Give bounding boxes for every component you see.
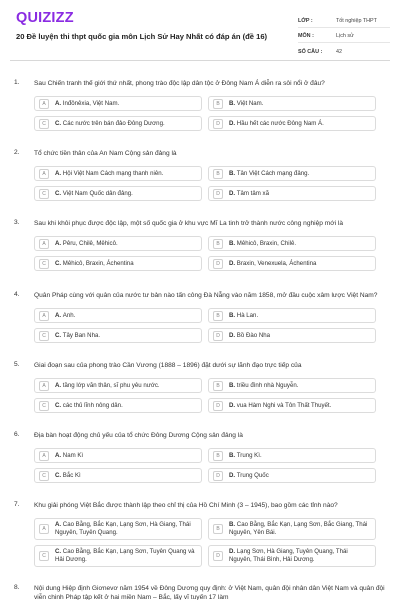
page-title: 20 Đề luyện thi thpt quốc gia môn Lịch Sử Hay Nhất có đáp án (đề 16) — [16, 32, 268, 41]
option-letter-badge: C — [39, 119, 49, 129]
answer-option-d[interactable] — [208, 328, 376, 343]
question-item — [0, 219, 400, 271]
option-letter-badge: D — [213, 331, 223, 341]
option-letter-badge: D — [213, 401, 223, 411]
answer-option-a[interactable] — [34, 448, 202, 463]
meta-label: MÔN : — [298, 33, 314, 39]
answer-option-a[interactable] — [34, 166, 202, 181]
option-letter-prefix: C — [55, 189, 60, 197]
option-letter-dot: . — [59, 239, 63, 247]
option-grid — [34, 96, 386, 131]
option-text — [55, 260, 134, 268]
option-letter-dot: . — [59, 259, 63, 267]
option-letter-dot: . — [233, 119, 237, 127]
option-text — [55, 472, 81, 480]
meta-table — [298, 13, 390, 58]
option-body: Braxin, Venexuela, Áchentina — [236, 259, 317, 267]
option-letter-dot: . — [233, 381, 237, 389]
option-letter-prefix: D — [229, 119, 234, 127]
question-text: Sau Chiến tranh thế giới thứ nhất, phong trào độc lập dân tộc ở Đông Nam Á diễn ra sôi nổi ở đâu? — [34, 80, 325, 87]
option-text — [229, 332, 270, 340]
answer-option-c[interactable] — [34, 468, 202, 483]
option-letter-dot: . — [59, 471, 63, 479]
option-text — [229, 260, 316, 268]
option-grid — [34, 378, 386, 413]
option-letter-prefix: A — [55, 451, 60, 459]
option-letter-prefix: B — [229, 169, 234, 177]
option-body: Anh. — [62, 311, 76, 319]
option-grid — [34, 308, 386, 343]
option-body: Hội Việt Nam Cách mạng thanh niên. — [62, 169, 164, 177]
option-letter-prefix: C — [55, 259, 60, 267]
question-number: 3. — [14, 219, 20, 226]
option-body: Nam Kì — [62, 451, 84, 459]
option-grid — [34, 236, 386, 271]
option-body: Cao Bằng, Bắc Kạn, Lạng Sơn, Bắc Giang, Thái Nguyên, Yên Bái. — [229, 521, 368, 536]
answer-option-c[interactable] — [34, 116, 202, 131]
option-grid — [34, 518, 386, 567]
question-text: Tổ chức tiền thân của An Nam Cộng sản đảng là — [34, 150, 177, 157]
option-letter-badge: A — [39, 99, 49, 109]
answer-option-b[interactable] — [208, 236, 376, 251]
option-letter-dot: . — [59, 189, 63, 197]
question-item — [0, 361, 400, 413]
option-letter-prefix: A — [55, 311, 60, 319]
option-body: Bắc Kì — [62, 471, 81, 479]
option-text — [229, 521, 371, 537]
option-letter-prefix: C — [55, 401, 60, 409]
question-item — [0, 79, 400, 131]
option-letter-dot: . — [59, 331, 63, 339]
option-letter-prefix: B — [229, 239, 234, 247]
answer-option-d[interactable] — [208, 116, 376, 131]
option-letter-badge: B — [213, 381, 223, 391]
option-letter-badge: A — [39, 524, 49, 534]
option-letter-badge: C — [39, 189, 49, 199]
option-letter-badge: D — [213, 551, 223, 561]
option-text — [229, 170, 309, 178]
option-letter-dot: . — [233, 239, 237, 247]
option-letter-badge: D — [213, 259, 223, 269]
option-letter-badge: A — [39, 381, 49, 391]
question-text: Giai đoạn sau của phong trào Cần Vương (1888 – 1896) đặt dưới sự lãnh đạo trực tiếp của — [34, 362, 302, 369]
option-letter-prefix: C — [55, 471, 60, 479]
answer-option-c[interactable] — [34, 328, 202, 343]
option-text — [55, 452, 83, 460]
option-body: Cao Bằng, Bắc Kạn, Lạng Sơn, Tuyên Quang và Hải Dương. — [55, 548, 195, 563]
answer-option-b[interactable] — [208, 378, 376, 393]
question-number: 8. — [14, 584, 20, 591]
option-text — [229, 402, 331, 410]
question-text: Sau khi khôi phục được độc lập, một số quốc gia ở khu vực Mĩ La tinh trở thành nước công nghiệp mới là — [34, 220, 344, 227]
option-text — [55, 312, 75, 320]
option-letter-dot: . — [233, 451, 237, 459]
header — [0, 0, 400, 62]
option-letter-badge: B — [213, 524, 223, 534]
option-body: các thủ lĩnh nông dân. — [62, 401, 123, 409]
meta-label: SỐ CÂU : — [298, 49, 323, 55]
answer-option-d[interactable] — [208, 186, 376, 201]
option-letter-prefix: B — [229, 99, 234, 107]
meta-row-count — [298, 43, 390, 58]
answer-option-d[interactable] — [208, 545, 376, 567]
option-letter-prefix: A — [55, 99, 60, 107]
option-body: Bồ Đào Nha — [236, 331, 270, 339]
option-letter-prefix: A — [55, 239, 60, 247]
option-letter-prefix: B — [229, 451, 234, 459]
option-text — [55, 402, 123, 410]
option-body: Tân Việt Cách mạng đảng. — [236, 169, 310, 177]
option-letter-badge: B — [213, 239, 223, 249]
option-letter-prefix: C — [55, 119, 60, 127]
answer-option-d[interactable] — [208, 398, 376, 413]
option-body: Tây Ban Nha. — [62, 331, 101, 339]
option-text — [229, 548, 371, 564]
option-letter-prefix: B — [229, 311, 234, 319]
question-list — [0, 62, 400, 600]
option-letter-dot: . — [59, 119, 63, 127]
answer-option-c[interactable] — [34, 545, 202, 567]
option-letter-prefix: B — [229, 521, 234, 528]
answer-option-a[interactable] — [34, 308, 202, 323]
option-letter-badge: C — [39, 401, 49, 411]
option-text — [55, 190, 133, 198]
option-text — [55, 240, 118, 248]
question-text: Nội dung Hiệp định Giơnevơ năm 1954 về Đông Dương quy định: ở Việt Nam, quân đội nhân dân Việt Nam và quân đội viễn chinh Pháp tập kết ở hai miền Nam – Bắc, lấy vĩ tuyến 17 làm — [34, 585, 385, 600]
option-letter-badge: D — [213, 471, 223, 481]
answer-option-c[interactable] — [34, 256, 202, 271]
option-body: Các nước trên bán đảo Đông Dương. — [62, 119, 165, 127]
option-body: Mêhicô, Braxin, Chilê. — [236, 239, 297, 247]
option-text — [55, 521, 197, 537]
option-text — [229, 452, 262, 460]
option-letter-dot: . — [233, 311, 237, 319]
question-item — [0, 584, 400, 600]
option-body: vua Hàm Nghi và Tôn Thất Thuyết. — [236, 401, 332, 409]
option-letter-prefix: D — [229, 471, 234, 479]
option-body: tầng lớp văn thân, sĩ phu yêu nước. — [62, 381, 160, 389]
option-letter-prefix: A — [55, 169, 60, 177]
option-text — [55, 100, 119, 108]
option-body: triều đình nhà Nguyễn. — [236, 381, 299, 389]
option-text — [229, 190, 269, 198]
meta-value: Lịch sử — [336, 33, 354, 39]
question-item — [0, 431, 400, 483]
option-body: Việt Nam Quốc dân đảng. — [62, 189, 133, 197]
answer-option-b[interactable] — [208, 308, 376, 323]
option-letter-dot: . — [59, 521, 63, 528]
meta-label: LỚP : — [298, 18, 313, 24]
option-letter-badge: A — [39, 311, 49, 321]
option-letter-prefix: D — [229, 331, 234, 339]
option-text — [229, 312, 258, 320]
answer-option-a[interactable] — [34, 236, 202, 251]
option-body: Trung Quốc — [236, 471, 269, 479]
option-letter-prefix: A — [55, 521, 60, 528]
answer-option-c[interactable] — [34, 398, 202, 413]
option-letter-prefix: D — [229, 548, 234, 555]
option-body: Inđônêxia, Việt Nam. — [62, 99, 120, 107]
option-letter-dot: . — [59, 311, 63, 319]
answer-option-a[interactable] — [34, 518, 202, 540]
option-letter-prefix: A — [55, 381, 60, 389]
option-letter-dot: . — [59, 99, 63, 107]
option-text — [55, 170, 163, 178]
option-body: Pêru, Chilê, Mêhicô. — [62, 239, 118, 247]
option-letter-dot: . — [233, 189, 237, 197]
option-text — [229, 240, 296, 248]
option-body: Hà Lan. — [236, 311, 259, 319]
option-letter-dot: . — [59, 548, 63, 555]
option-letter-badge: A — [39, 169, 49, 179]
question-number: 2. — [14, 149, 20, 156]
option-letter-dot: . — [233, 169, 237, 177]
option-letter-dot: . — [233, 521, 237, 528]
meta-value: 42 — [336, 49, 342, 55]
option-letter-dot: . — [59, 381, 63, 389]
option-text — [55, 548, 197, 564]
option-letter-dot: . — [59, 169, 63, 177]
quizizz-logo: QUIZIZZ — [16, 10, 74, 26]
option-letter-badge: C — [39, 331, 49, 341]
option-text — [229, 120, 324, 128]
question-item — [0, 149, 400, 201]
option-letter-badge: B — [213, 99, 223, 109]
question-number: 4. — [14, 291, 20, 298]
option-text — [55, 120, 165, 128]
option-text — [229, 472, 269, 480]
option-body: Hầu hết các nước Đông Nam Á. — [236, 119, 324, 127]
answer-option-d[interactable] — [208, 256, 376, 271]
answer-option-b[interactable] — [208, 448, 376, 463]
answer-option-c[interactable] — [34, 186, 202, 201]
option-letter-dot: . — [233, 331, 237, 339]
option-text — [55, 382, 160, 390]
option-body: Việt Nam. — [236, 99, 264, 107]
option-letter-badge: B — [213, 311, 223, 321]
answer-option-a[interactable] — [34, 96, 202, 111]
meta-row-subject — [298, 28, 390, 43]
answer-option-b[interactable] — [208, 518, 376, 540]
option-letter-prefix: C — [55, 548, 60, 555]
question-number: 1. — [14, 79, 20, 86]
question-text: Khu giải phóng Việt Bắc được thành lập theo chỉ thị của Hồ Chí Minh (3 – 1945), bao gồm các tỉnh nào? — [34, 502, 338, 509]
option-letter-dot: . — [59, 451, 63, 459]
option-grid — [34, 448, 386, 483]
option-letter-badge: D — [213, 119, 223, 129]
option-letter-prefix: D — [229, 189, 234, 197]
meta-row-class — [298, 13, 390, 28]
option-letter-dot: . — [59, 401, 63, 409]
question-item — [0, 291, 400, 343]
question-item — [0, 501, 400, 567]
header-divider — [10, 60, 390, 61]
option-letter-prefix: D — [229, 401, 234, 409]
option-letter-dot: . — [233, 548, 237, 555]
question-number: 5. — [14, 361, 20, 368]
option-text — [229, 382, 298, 390]
option-letter-dot: . — [233, 471, 237, 479]
question-text: Quân Pháp cùng với quân của nước tư bản nào tấn công Đà Nẵng vào năm 1858, mở đầu cuộc xâm lược Việt Nam? — [34, 292, 378, 299]
option-letter-badge: A — [39, 239, 49, 249]
option-letter-badge: C — [39, 471, 49, 481]
option-body: Cao Bằng, Bắc Kạn, Lạng Sơn, Hà Giang, Thái Nguyên, Tuyên Quang. — [55, 521, 191, 536]
option-body: Trung Kì. — [236, 451, 262, 459]
option-letter-dot: . — [233, 401, 237, 409]
option-body: Lạng Sơn, Hà Giang, Tuyên Quang, Thái Nguyên, Thái Bình, Hải Dương. — [229, 548, 348, 563]
option-grid — [34, 166, 386, 201]
option-letter-prefix: B — [229, 381, 234, 389]
option-letter-dot: . — [233, 99, 237, 107]
question-number: 7. — [14, 501, 20, 508]
option-letter-badge: D — [213, 189, 223, 199]
answer-option-b[interactable] — [208, 96, 376, 111]
option-letter-badge: C — [39, 259, 49, 269]
option-body: Mêhicô, Braxin, Áchentina — [62, 259, 134, 267]
question-number: 6. — [14, 431, 20, 438]
option-body: Tâm tâm xã — [236, 189, 269, 197]
option-text — [55, 332, 100, 340]
option-letter-prefix: C — [55, 331, 60, 339]
option-text — [229, 100, 263, 108]
answer-option-b[interactable] — [208, 166, 376, 181]
option-letter-badge: C — [39, 551, 49, 561]
option-letter-prefix: D — [229, 259, 234, 267]
option-letter-badge: B — [213, 169, 223, 179]
meta-value: Tốt nghiệp THPT — [336, 18, 377, 24]
answer-option-a[interactable] — [34, 378, 202, 393]
answer-option-d[interactable] — [208, 468, 376, 483]
option-letter-dot: . — [233, 259, 237, 267]
question-text: Địa bàn hoạt động chủ yếu của tổ chức Đông Dương Cộng sản đảng là — [34, 432, 243, 439]
option-letter-badge: A — [39, 451, 49, 461]
option-letter-badge: B — [213, 451, 223, 461]
